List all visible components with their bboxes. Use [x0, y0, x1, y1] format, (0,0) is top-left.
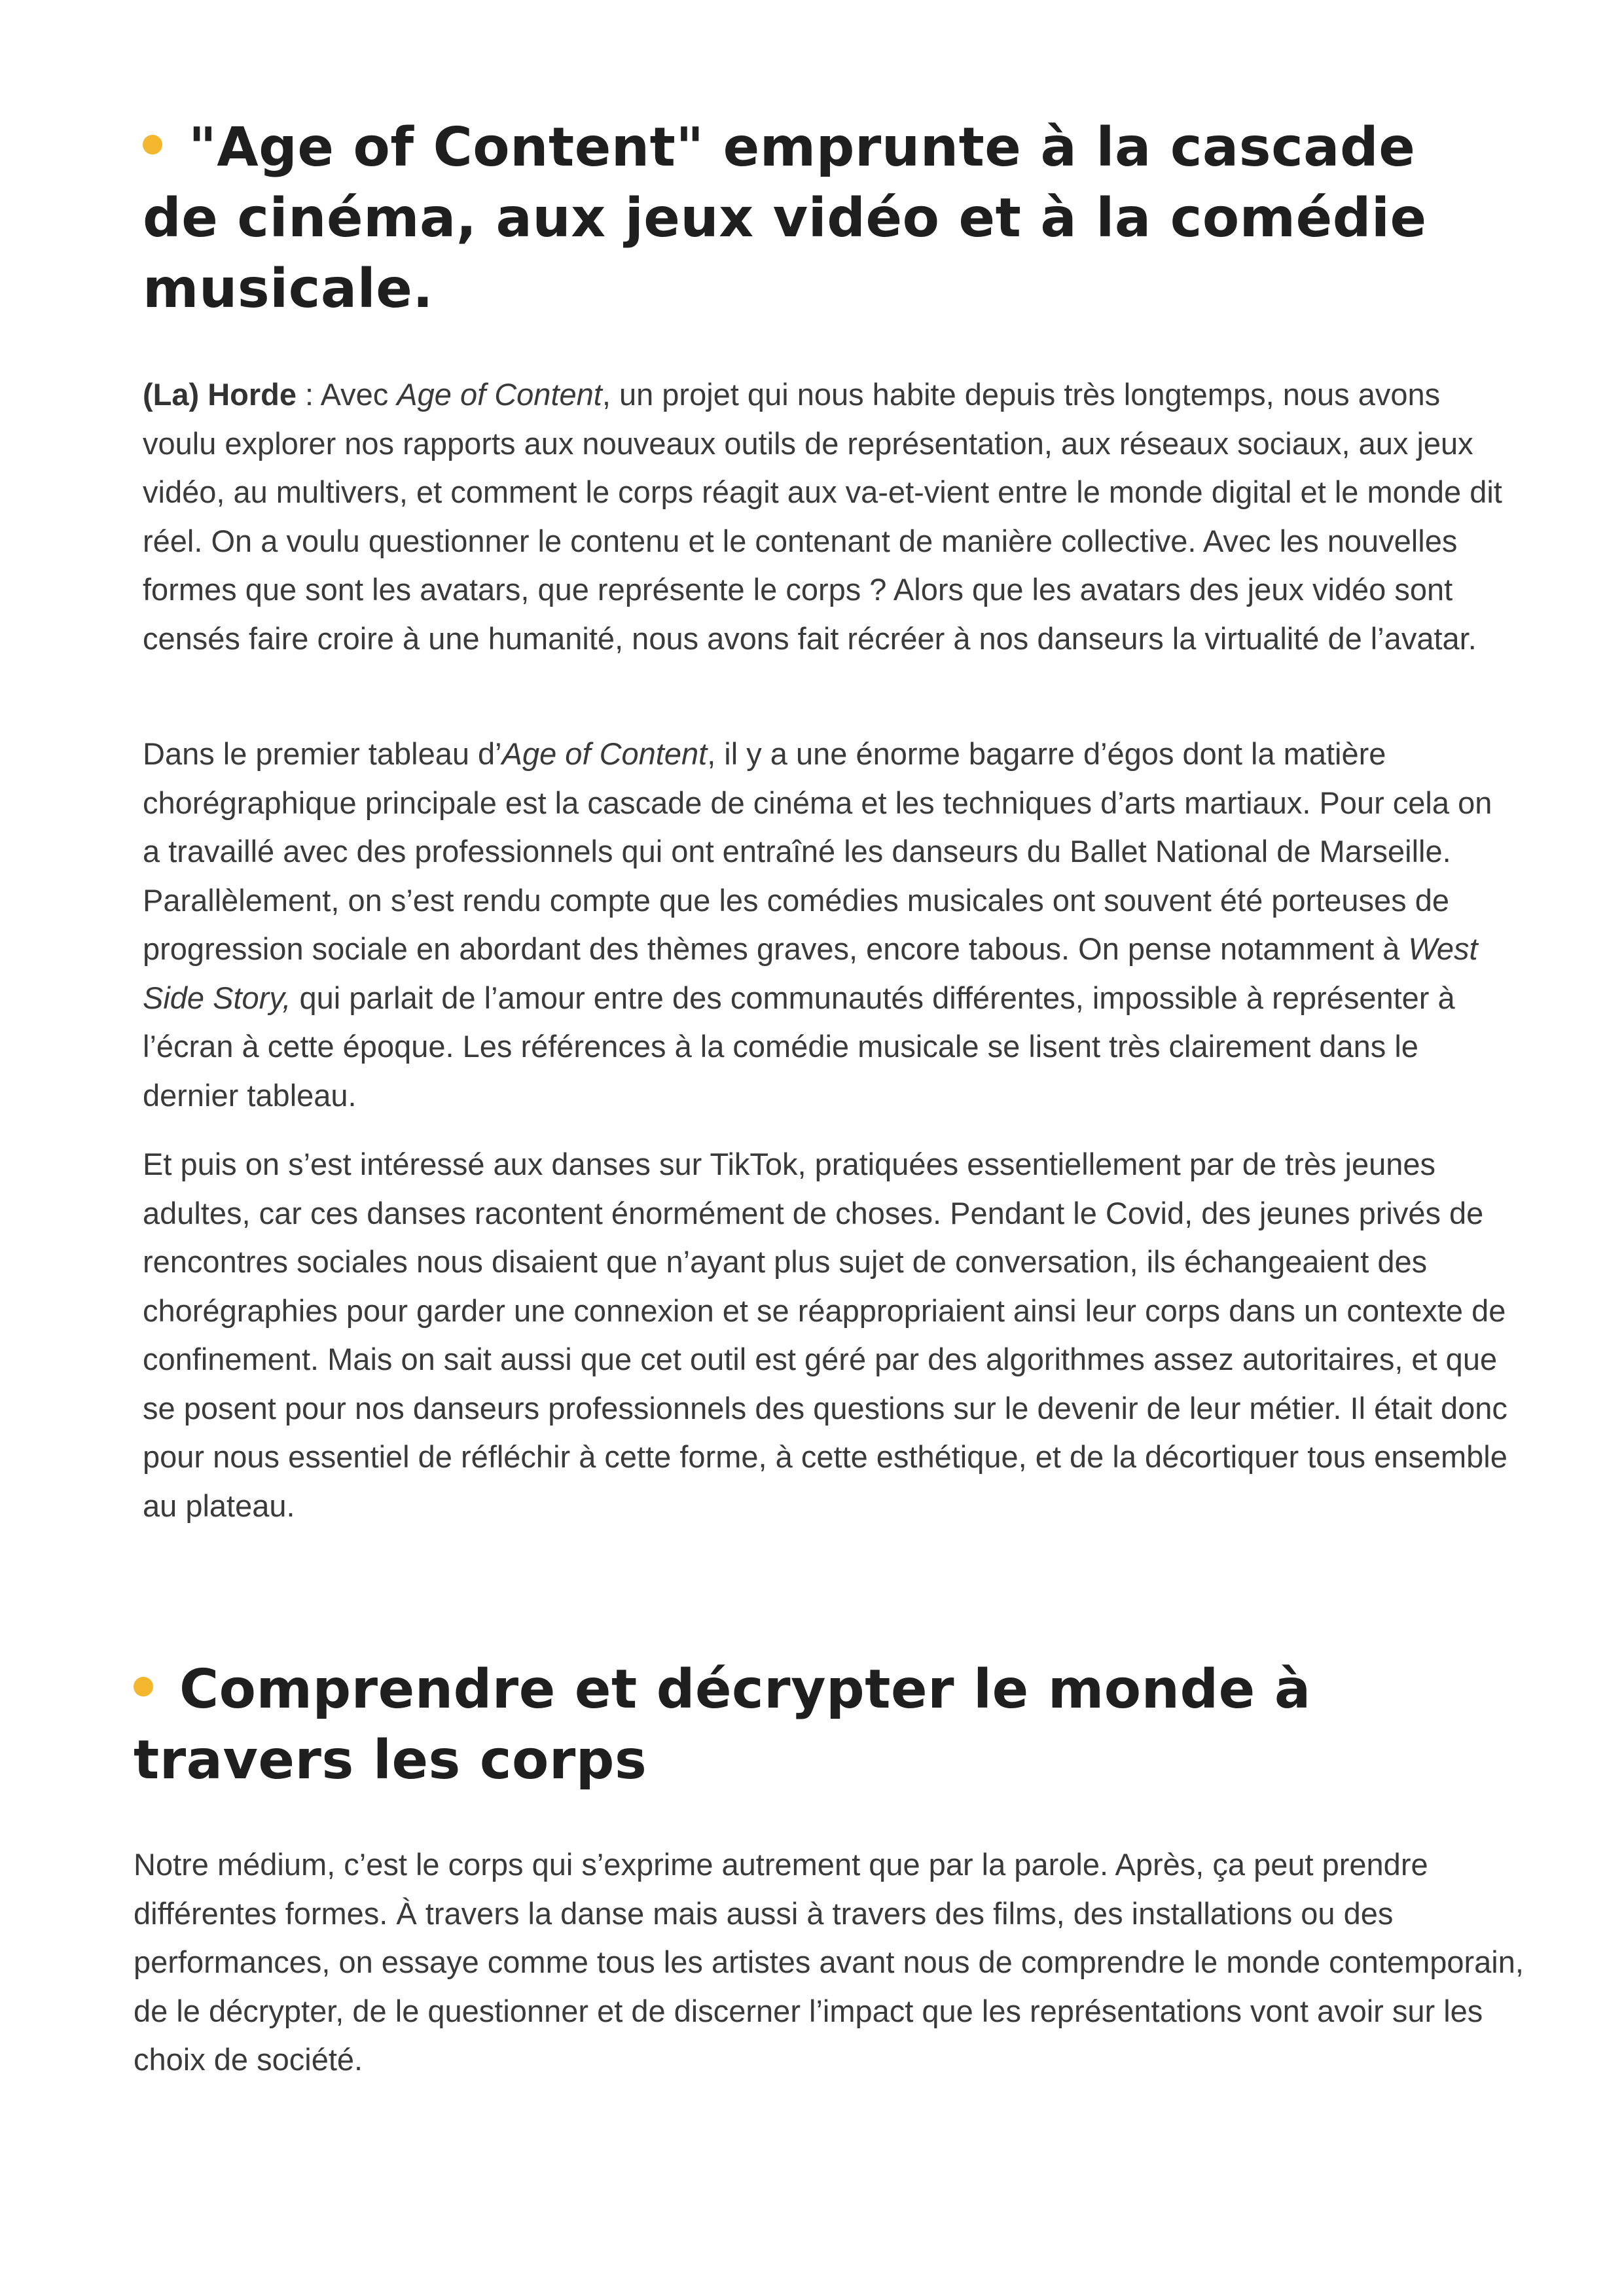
bullet-dot-icon [143, 135, 162, 154]
bullet-dot-icon [134, 1677, 153, 1696]
paragraph-text: , un projet qui nous habite depuis très longtemps, nous avons voulu explorer nos rapports aux nouveaux outils de représentation, aux réseaux sociaux, aux jeux vidéo, au multivers, et comment le corps réagit aux va-et-vient entre le monde digital et le monde dit réel. On a voulu questionner le contenu et le contenant de manière collective. Avec les nouvelles formes que sont les avatars, que représente le corps ? Alors que les avatars des jeux vidéo sont censés faire croire à une humanité, nous avons fait récréer à nos danseurs la virtualité de l’avatar. [143, 377, 1502, 656]
paragraph-tiktok: Et puis on s’est intéressé aux danses sur TikTok, pratiquées essentiellement par de très jeunes adultes, car ces danses racontent énormément de choses. Pendant le Covid, des jeunes privés de rencontres sociales nous disaient que n’ayant plus sujet de conversation, ils échangeaient des chorégraphies pour garder une connexion et se réappropriaient ainsi leur corps dans un contexte de confinement. Mais on sait aussi que cet outil est géré par des algorithmes assez autoritaires, et que se posent pour nos danseurs professionnels des questions sur le devenir de leur métier. Il était donc pour nous essentiel de réfléchir à cette forme, à cette esthétique, et de la décortiquer tous ensemble au plateau. [143, 1147, 1507, 1523]
section-title [143, 113, 1504, 325]
section-heading-age-of-content [143, 113, 1504, 325]
paragraph-text: , il y a une énorme bagarre d’égos dont la matière chorégraphique principale est la cascade de cinéma et les techniques d’arts martiaux. Pour cela on a travaillé avec des professionnels qui ont entraîné les danseurs du Ballet National de Marseille. Parallèlement, on s’est rendu compte que les comédies musicales ont souvent été porteuses de progression sociale en abordant des thèmes graves, encore tabous. On pense notamment à [143, 736, 1492, 966]
paragraph-first-tableau [143, 730, 1517, 1120]
section-title-text: Comprendre et décrypter le monde à travers les corps [134, 1659, 1311, 1791]
work-title: Age of Content [397, 377, 602, 412]
paragraph-text: qui parlait de l’amour entre des communautés différentes, impossible à représenter à l’écran à cette époque. Les références à la comédie musicale se lisent très clairement dans le dernier tableau. [143, 980, 1455, 1113]
work-title: West Side Story, [143, 931, 1478, 1015]
paragraph-text: Dans le premier tableau d’ [143, 736, 502, 771]
speaker-label: (La) Horde [143, 377, 297, 412]
paragraph-intro [143, 370, 1517, 663]
work-title: Age of Content [501, 736, 708, 771]
section-title-text: "Age of Content" emprunte à la cascade de cinéma, aux jeux vidéo et à la comédie musicale. [143, 117, 1427, 320]
section-heading-comprendre [134, 1655, 1541, 1796]
paragraph-text: : Avec [297, 377, 397, 412]
paragraph-medium: Notre médium, c’est le corps qui s’exprime autrement que par la parole. Après, ça peut prendre différentes formes. À travers la danse mais aussi à travers des films, des installations ou des performances, on essaye comme tous les artistes avant nous de comprendre le monde contemporain, de le décrypter, de le questionner et de discerner l’impact que les représentations vont avoir sur les choix de société. [134, 1847, 1524, 2077]
section-title [134, 1655, 1541, 1796]
